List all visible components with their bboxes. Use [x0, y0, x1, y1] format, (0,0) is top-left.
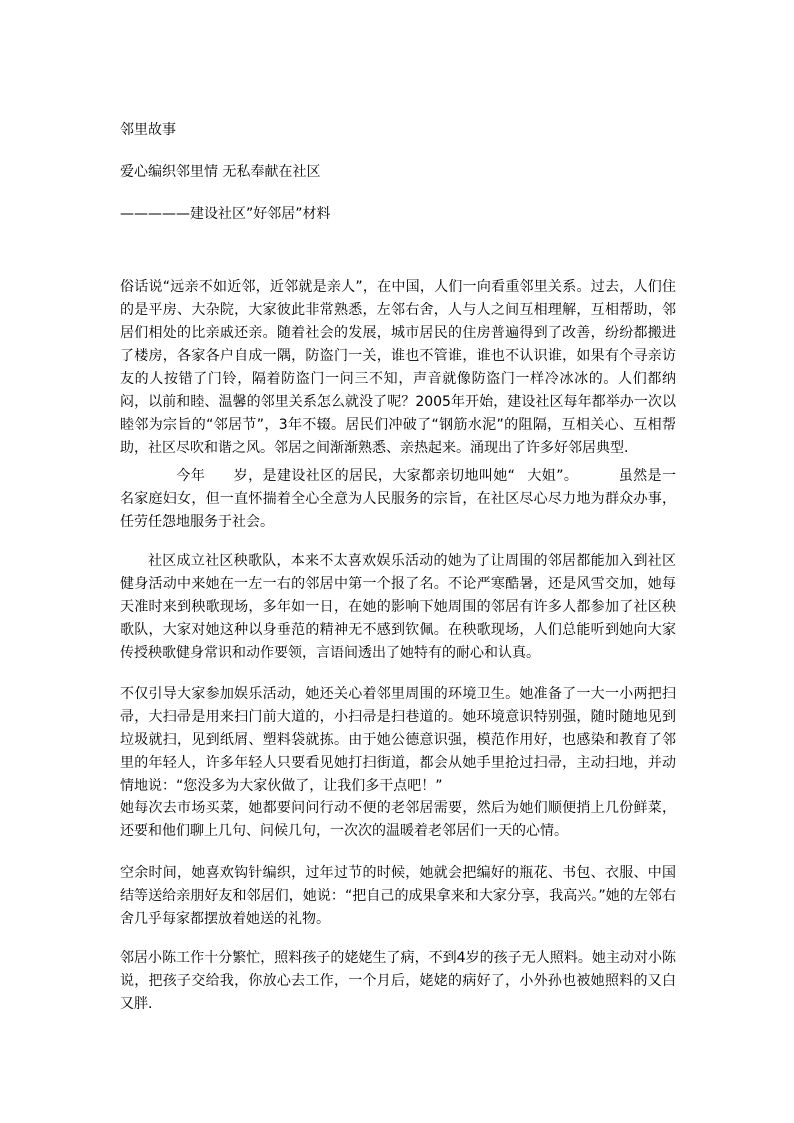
profile-paragraph: [120, 465, 676, 534]
profile-text-c: 大姐”。: [526, 468, 579, 484]
profile-text-b: 岁，是建设社区的居民，大家都亲切地叫她“: [233, 468, 515, 484]
document-subtitle: 爱心编织邻里情 无私奉献在社区: [120, 164, 321, 180]
sweeping-paragraph: 不仅引导大家参加娱乐活动，她还关心着邻里周围的环境卫生。她准备了一大一小两把扫帚，大扫帚是用来扫门前大道的，小扫帚是扫巷道的。她环境意识特别强，随时随地见到垃圾就扫，见到纸屑、塑料袋就拣。由于她公德意识强，模范作用好，也感染和教育了邻里的年轻人，许多年轻人只要看见她打扫街道，都会从她手里抢过扫帚，主动扫地，并动情地说：“您没多为大家伙做了，让我们多干点吧！”: [120, 686, 676, 794]
knitting-paragraph: 空余时间，她喜欢钩针编织，过年过节的时候，她就会把编好的瓶花、书包、衣服、中国结等送给亲朋好友和邻居们，她说：“把自己的成果拿来和大家分享，我高兴。”她的左邻右舍几乎每家都摆放着她送的礼物。: [120, 865, 676, 927]
market-paragraph: 她每次去市场买菜，她都要问问行动不便的老邻居需要，然后为她们顺便捎上几份鲜菜，还要和他们聊上几句、问候几句，一次次的温暖着老邻居们一天的心情。: [120, 800, 676, 839]
childcare-paragraph: 邻居小陈工作十分繁忙，照料孩子的姥姥生了病，不到4岁的孩子无人照料。她主动对小陈说，把孩子交给我，你放心去工作，一个月后，姥姥的病好了，小外孙也被她照料的又白又胖.: [120, 950, 676, 1012]
document-byline: —————建设社区”好邻居”材料: [120, 206, 331, 222]
profile-text-d: 虽然是一名家庭妇女，但一直怀揣着全心全意为人民服务的宗旨，在社区尽心尽力地为群众办事，任劳任怨地服务于社会。: [120, 468, 676, 530]
document-title: 邻里故事: [120, 122, 176, 138]
intro-paragraph: 俗话说“远亲不如近邻，近邻就是亲人”，在中国，人们一向看重邻里关系。过去，人们住的是平房、大杂院，大家彼此非常熟悉，左邻右舍，人与人之间互相理解，互相帮助，邻居们相处的比亲戚还亲。随着社会的发展，城市居民的住房普遍得到了改善，纷纷都搬进了楼房，各家各户自成一隅，防盗门一关，谁也不管谁，谁也不认识谁，如果有个寻亲访友的人按错了门铃，隔着防盗门一问三不知，声音就像防盗门一样冷冰冰的。人们都纳闷，以前和睦、温馨的邻里关系怎么就没了呢？2005年开始，建设社区每年都举办一次以睦邻为宗旨的“邻居节”，3年不辍。居民们冲破了“钢筋水泥”的阻隔，互相关心、互相帮助，社区尽吹和谐之风。邻居之间渐渐熟悉、亲热起来。涌现出了许多好邻居典型.: [120, 279, 676, 456]
yangge-paragraph: 社区成立社区秧歌队，本来不太喜欢娱乐活动的她为了让周围的邻居都能加入到社区健身活动中来她在一左一右的邻居中第一个报了名。不论严寒酷暑，还是风雪交加，她每天准时来到秧歌现场，多年如一日，在她的影响下她周围的邻居有许多人都参加了社区秧歌队，大家对她这种以身垂范的精神无不感到钦佩。在秧歌现场，人们总能听到她向大家传授秧歌健身常识和动作要领，言语间透出了她特有的耐心和认真。: [120, 553, 676, 661]
profile-text-a: 今年: [176, 468, 206, 484]
